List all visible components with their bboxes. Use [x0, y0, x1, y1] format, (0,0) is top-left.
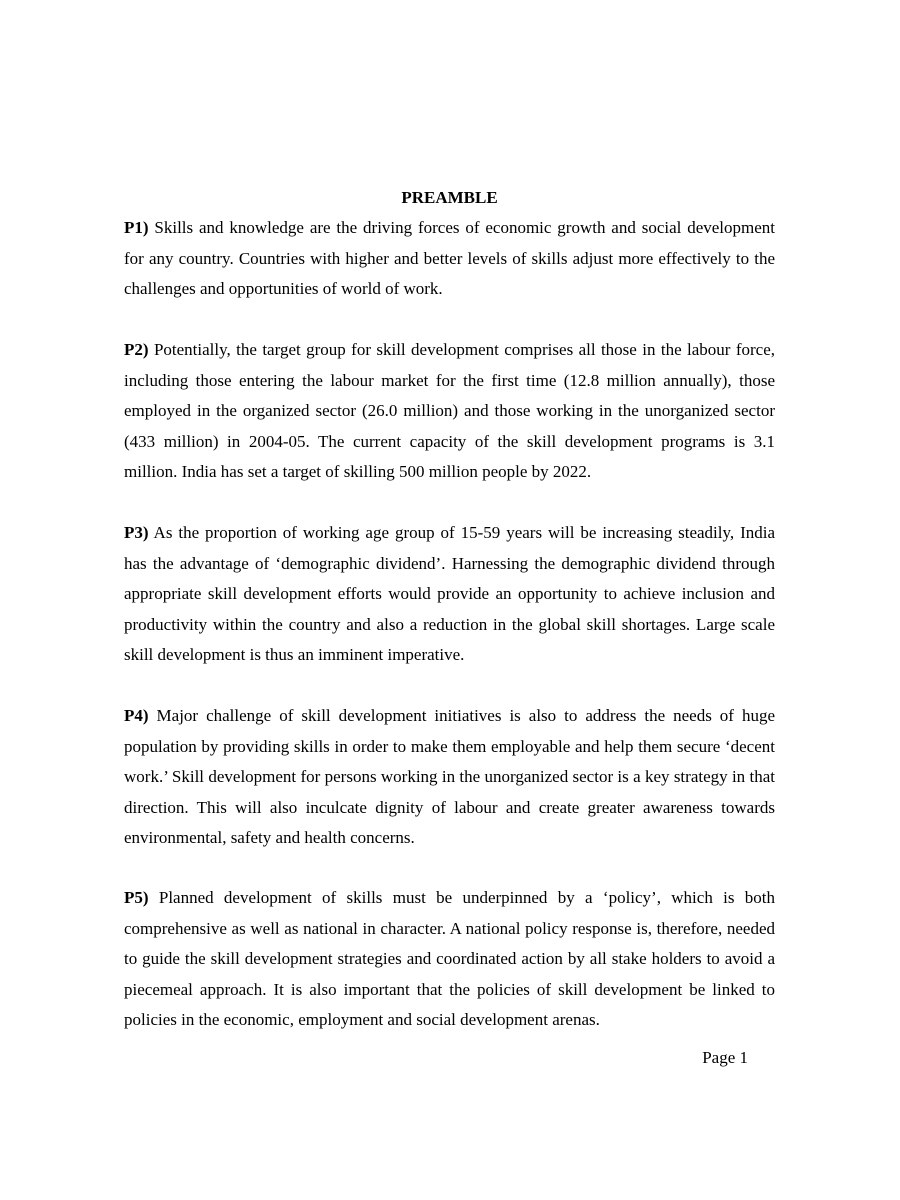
paragraph-label: P4): [124, 706, 149, 725]
paragraph-text: As the proportion of working age group of 15-59 years will be increasing steadily, India has the advantage of ‘demographic dividend’. Harnessing the demographic dividend through appropriate skill development efforts would provide an opportunity to achieve inclusion and productivity within the country and also a reduction in the global skill shortages. Large scale skill development is thus an imminent imperative.: [124, 523, 776, 664]
paragraph-label: P2): [124, 340, 149, 359]
paragraph-p4: [124, 701, 775, 854]
paragraph-p1: [124, 213, 775, 305]
paragraph-text: Major challenge of skill development initiatives is also to address the needs of huge population by providing skills in order to make them employable and help them secure ‘decent work.’ Skill development for persons working in the unorganized sector is a key strategy in that direction. This will also inculcate dignity of labour and create greater awareness towards environmental, safety and health concerns.: [124, 706, 775, 847]
page-number: Page 1: [702, 1048, 748, 1067]
paragraph-label: P3): [124, 523, 149, 542]
paragraph-p5: [124, 883, 775, 1036]
section-heading: PREAMBLE: [401, 188, 498, 207]
paragraph-text: Skills and knowledge are the driving forces of economic growth and social development for any country. Countries with higher and better levels of skills adjust more effectively to the challenges and opportunities of world of work.: [124, 218, 776, 298]
paragraph-label: P1): [124, 218, 149, 237]
paragraph-p3: [124, 518, 775, 671]
paragraph-p2: [124, 335, 775, 488]
paragraph-text: Planned development of skills must be underpinned by a ‘policy’, which is both comprehensive as well as national in character. A national policy response is, therefore, needed to guide the skill development strategies and coordinated action by all stake holders to avoid a piecemeal approach. It is also important that the policies of skill development be linked to policies in the economic, employment and social development arenas.: [124, 888, 776, 1029]
paragraph-label: P5): [124, 888, 149, 907]
paragraph-text: Potentially, the target group for skill development comprises all those in the labour force, including those entering the labour market for the first time (12.8 million annually), those employed in the organized sector (26.0 million) and those working in the unorganized sector (433 million) in 2004-05. The current capacity of the skill development programs is 3.1 million. India has set a target of skilling 500 million people by 2022.: [124, 340, 776, 481]
